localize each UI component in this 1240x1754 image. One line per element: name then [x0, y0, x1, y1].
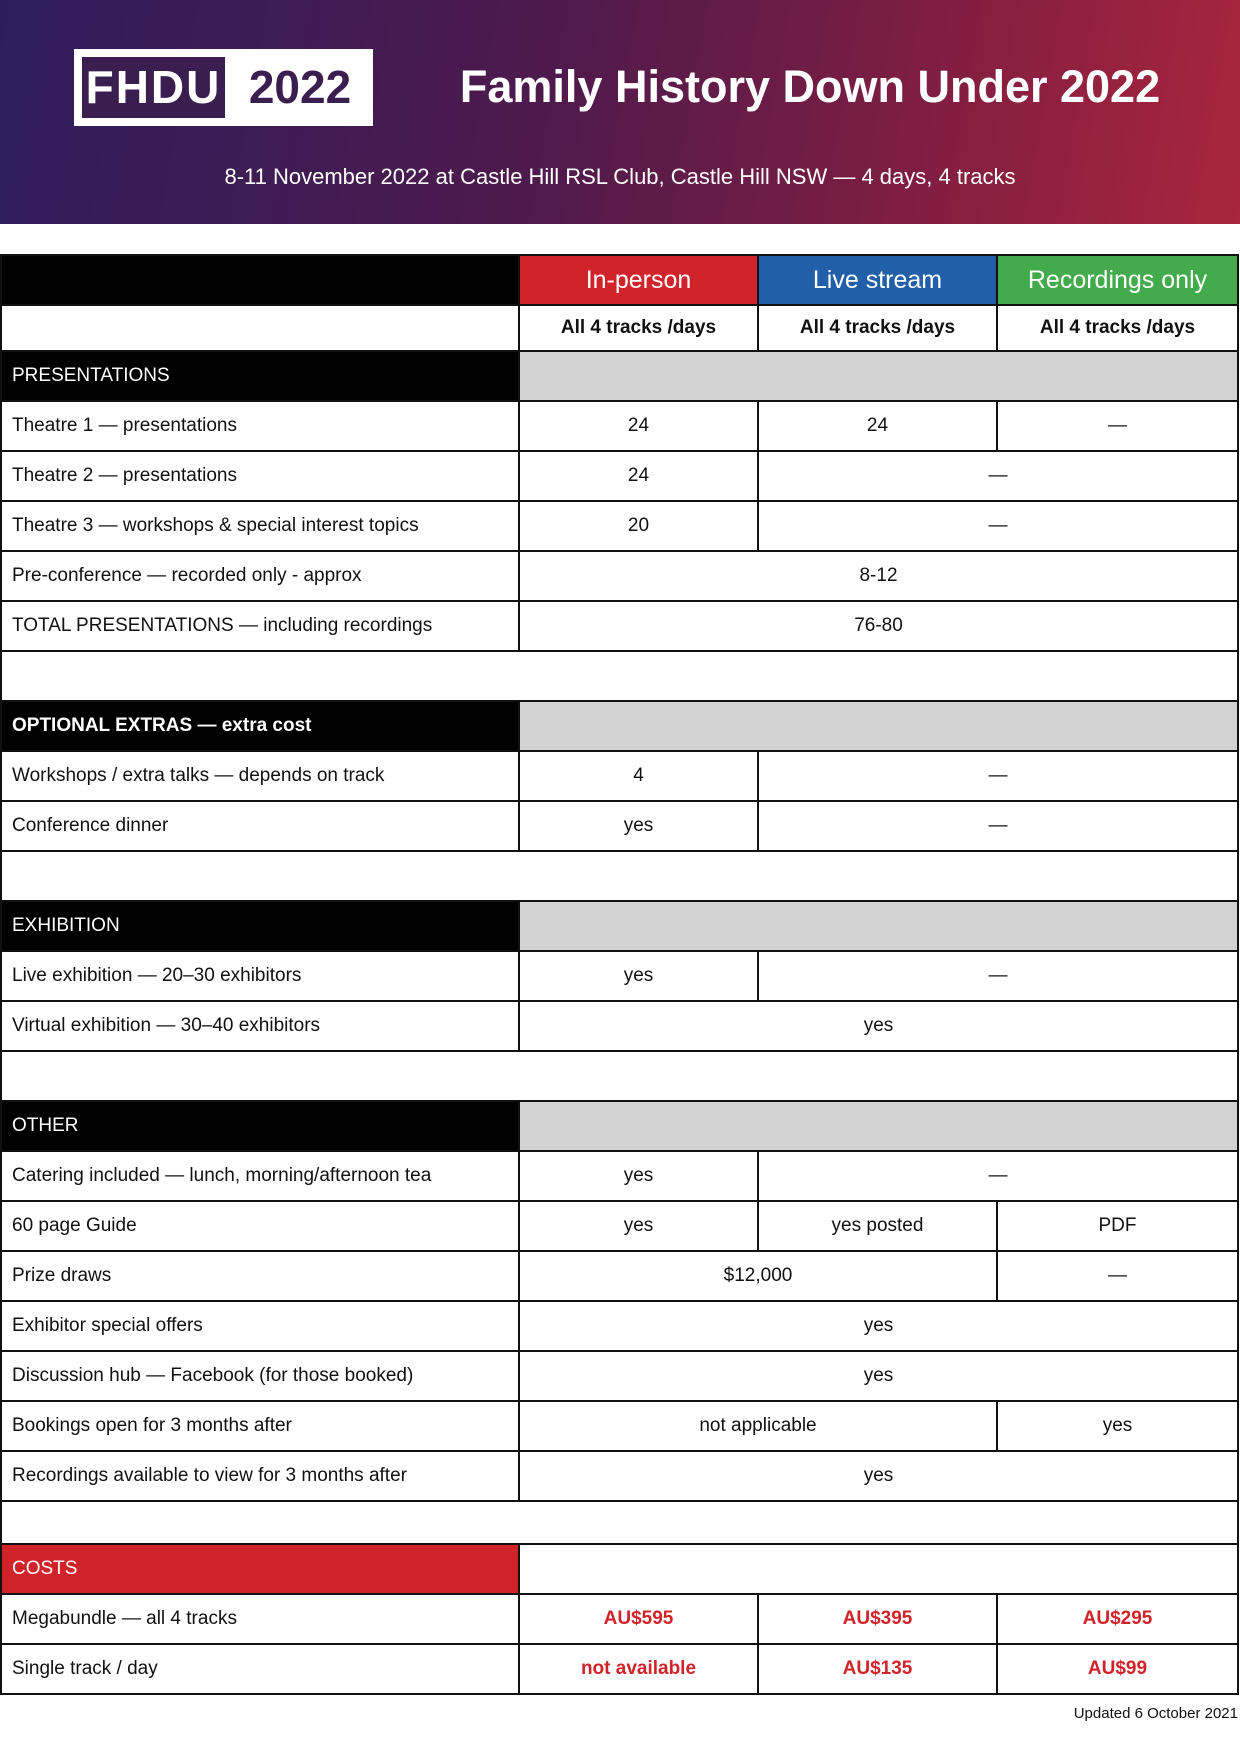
cell-in-person: yes — [520, 802, 757, 850]
col-sub-live-stream: All 4 tracks /days — [759, 306, 996, 350]
cell-in-person: 20 — [520, 502, 757, 550]
col-header-live-stream: Live stream — [759, 256, 996, 304]
col-sub-recordings-only: All 4 tracks /days — [998, 306, 1237, 350]
fhdu-logo — [74, 49, 373, 126]
cell-live-stream: 24 — [759, 402, 996, 450]
cell-in-person: 4 — [520, 752, 757, 800]
cell-in-person: yes — [520, 1202, 757, 1250]
cell-all: yes — [520, 1452, 1237, 1500]
col-header-recordings-only: Recordings only — [998, 256, 1237, 304]
cell-recordings: — — [998, 1252, 1237, 1300]
page-subtitle: 8-11 November 2022 at Castle Hill RSL Club, Castle Hill NSW — 4 days, 4 tracks — [224, 164, 1016, 189]
row-label: Bookings open for 3 months after — [2, 1402, 518, 1450]
price-recordings: AU$99 — [998, 1645, 1237, 1693]
updated-note: Updated 6 October 2021 — [1073, 1705, 1238, 1722]
cell-in-person: yes — [520, 1152, 757, 1200]
row-label: Live exhibition — 20–30 exhibitors — [2, 952, 518, 1000]
section-fill — [520, 352, 1237, 400]
logo-year: 2022 — [248, 61, 352, 113]
row-label: Theatre 2 — presentations — [2, 452, 518, 500]
cell-live-recordings: — — [759, 502, 1237, 550]
cell-all: yes — [520, 1002, 1237, 1050]
row-label: Recordings available to view for 3 months after — [2, 1452, 518, 1500]
cell-live-recordings: — — [759, 802, 1237, 850]
col-sub-in-person: All 4 tracks /days — [520, 306, 757, 350]
spacer-row — [2, 1502, 1237, 1543]
cell-live-recordings: — — [759, 452, 1237, 500]
section-fill — [520, 1102, 1237, 1150]
cell-all: 76-80 — [520, 602, 1237, 650]
spacer-row — [2, 1052, 1237, 1100]
section-optional-extras — [2, 702, 518, 750]
section-other: OTHER — [2, 1102, 518, 1150]
cell-recordings: PDF — [998, 1202, 1237, 1250]
price-in-person: not available — [520, 1645, 757, 1693]
row-label: Pre-conference — recorded only - approx — [2, 552, 518, 600]
row-label: 60 page Guide — [2, 1202, 518, 1250]
row-label: Conference dinner — [2, 802, 518, 850]
cell-in-person: 24 — [520, 452, 757, 500]
cell-live-recordings: — — [759, 752, 1237, 800]
row-label: Prize draws — [2, 1252, 518, 1300]
section-costs: COSTS — [2, 1545, 518, 1593]
row-label: TOTAL PRESENTATIONS — including recordings — [2, 602, 518, 650]
price-live-stream: AU$135 — [759, 1645, 996, 1693]
section-fill — [520, 1545, 1237, 1593]
header-banner — [0, 0, 1240, 224]
cell-live-stream: yes posted — [759, 1202, 996, 1250]
cell-in-person-live: not applicable — [520, 1402, 996, 1450]
row-label: Discussion hub — Facebook (for those booked) — [2, 1352, 518, 1400]
cell-in-person: yes — [520, 952, 757, 1000]
subheader-blank — [2, 306, 518, 350]
cell-recordings: yes — [998, 1402, 1237, 1450]
section-presentations: PRESENTATIONS — [2, 352, 518, 400]
cell-all: yes — [520, 1302, 1237, 1350]
price-live-stream: AU$395 — [759, 1595, 996, 1643]
row-label: Theatre 1 — presentations — [2, 402, 518, 450]
comparison-table — [0, 254, 1239, 1695]
row-label: Virtual exhibition — 30–40 exhibitors — [2, 1002, 518, 1050]
section-fill — [520, 702, 1237, 750]
row-label: Catering included — lunch, morning/afternoon tea — [2, 1152, 518, 1200]
section-fill — [520, 902, 1237, 950]
price-in-person: AU$595 — [520, 1595, 757, 1643]
page-title: Family History Down Under 2022 — [459, 61, 1161, 112]
cell-live-recordings: — — [759, 952, 1237, 1000]
cell-in-person: 24 — [520, 402, 757, 450]
cell-all: 8-12 — [520, 552, 1237, 600]
cell-all: yes — [520, 1352, 1237, 1400]
section-title: OPTIONAL EXTRAS — [12, 715, 193, 736]
cell-live-recordings: — — [759, 1152, 1237, 1200]
cell-recordings: — — [998, 402, 1237, 450]
section-title-note: — extra cost — [192, 715, 312, 736]
spacer-row — [2, 652, 1237, 700]
cell-in-person-live: $12,000 — [520, 1252, 996, 1300]
row-label: Single track / day — [2, 1645, 518, 1693]
row-label: Megabundle — all 4 tracks — [2, 1595, 518, 1643]
row-label: Exhibitor special offers — [2, 1302, 518, 1350]
row-label: Workshops / extra talks — depends on track — [2, 752, 518, 800]
spacer-row — [2, 852, 1237, 900]
logo-acronym: FHDU — [82, 57, 225, 118]
section-exhibition: EXHIBITION — [2, 902, 518, 950]
price-recordings: AU$295 — [998, 1595, 1237, 1643]
row-label: Theatre 3 — workshops & special interest topics — [2, 502, 518, 550]
col-header-in-person: In-person — [520, 256, 757, 304]
header-corner — [2, 256, 518, 304]
